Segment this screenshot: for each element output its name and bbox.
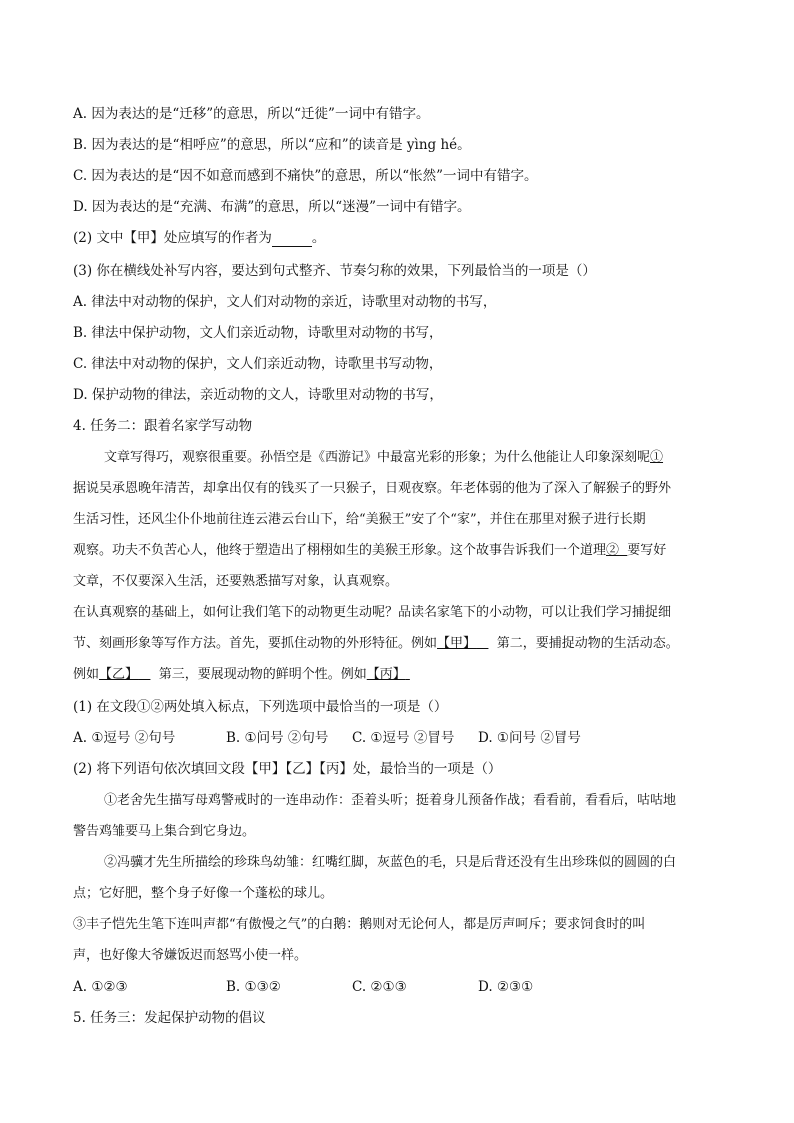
blank-gap xyxy=(138,667,150,682)
sentence-2-line2: 点；它好肥，整个身子好像一个蓬松的球儿。 xyxy=(73,886,334,901)
sentence-1-line1: ①老舍先生描写母鸡警戒时的一连串动作：歪着头听；挺着身儿预备作战；看看前，看看后，咕咕地 xyxy=(104,793,677,808)
task2-p1-line1 xyxy=(104,450,663,466)
q3-sub3-option-a: A. 律法中对动物的保护，文人们对动物的亲近，诗歌里对动物的书写， xyxy=(73,294,497,310)
p2-text: 第三，要展现动物的鲜明个性。例如 xyxy=(158,667,367,682)
blank-gap xyxy=(406,667,410,682)
option-a: A. ①逗号 ②句号 xyxy=(73,730,176,746)
sentence-1-line2: 警告鸡雏要马上集合到它身边。 xyxy=(73,824,256,839)
q3-sub2-end: 。 xyxy=(311,230,326,246)
option-d: D. ②③① xyxy=(478,979,534,995)
task2-q1-options xyxy=(73,730,581,746)
q3-option-c: C. 因为表达的是“因不如意而感到不痛快”的意思，所以“怅然”一词中有错字。 xyxy=(73,168,538,184)
task2-q2-options xyxy=(73,979,533,995)
task2-p1-line3: 生活习性，还风尘仆仆地前往连云港云台山下，给“美猴王”安了个“家”，并住在那里对猴子进行长期 xyxy=(73,512,646,527)
p1-text: 要写好 xyxy=(627,543,667,558)
p1-text: 观察。功夫不负苦心人，他终于塑造出了栩栩如生的美猴王形象。这个故事告诉我们一个道理 xyxy=(73,543,607,558)
blank-mark-2: ② xyxy=(606,543,620,558)
task2-p2-line2 xyxy=(73,636,679,652)
answer-blank xyxy=(272,230,312,247)
blank-mark-1: ① xyxy=(650,450,664,465)
q3-sub3-option-c: C. 律法中对动物的保护，文人们亲近动物，诗歌里书写动物， xyxy=(73,356,443,372)
task2-title: 4. 任务二：跟着名家学写动物 xyxy=(73,418,253,434)
option-c: C. ②①③ xyxy=(352,979,407,995)
q3-option-a: A. 因为表达的是“迁移”的意思，所以“迁徙”一词中有错字。 xyxy=(73,106,430,122)
task2-p2-line1: 在认真观察的基础上，如何让我们笔下的动物更生动呢？品读名家笔下的小动物，可以让我们学习捕捉细 xyxy=(73,605,672,620)
sentence-3-line1: ③丰子恺先生笔下连叫声都“有傲慢之气”的白鹅：鹅则对无论何人，都是厉声呵斥；要求饲食时的叫 xyxy=(73,917,646,932)
task2-p1-line5: 文章，不仅要深入生活，还要熟悉描写对象，认真观察。 xyxy=(73,574,399,589)
q3-sub2 xyxy=(73,230,325,247)
q3-sub3-option-d: D. 保护动物的律法，亲近动物的文人，诗歌里对动物的书写， xyxy=(73,387,443,403)
task2-p1-line4 xyxy=(73,543,666,559)
marker-jia: 【甲】 xyxy=(437,636,477,651)
task2-q2-stem: (2) 将下列语句依次填回文段【甲】【乙】【丙】处，最恰当的一项是（） xyxy=(73,761,502,777)
option-c: C. ①逗号 ②冒号 xyxy=(352,730,455,746)
task3-title: 5. 任务三：发起保护动物的倡议 xyxy=(73,1010,266,1026)
q3-sub3-option-b: B. 律法中保护动物，文人们亲近动物，诗歌里对动物的书写， xyxy=(73,325,443,341)
task2-p2-line3 xyxy=(73,667,410,683)
option-b: B. ①问号 ②句号 xyxy=(226,730,329,746)
marker-bing: 【丙】 xyxy=(366,667,406,682)
q3-option-d: D. 因为表达的是“充满、布满”的意思，所以“迷漫”一词中有错字。 xyxy=(73,199,471,215)
option-d: D. ①问号 ②冒号 xyxy=(478,730,581,746)
task2-q1-stem: (1) 在文段①②两处填入标点，下列选项中最恰当的一项是（） xyxy=(73,699,448,715)
option-a: A. ①②③ xyxy=(73,979,128,995)
p2-text: 例如 xyxy=(73,667,100,682)
p2-text: 节、刻画形象等写作方法。首先，要抓住动物的外形特征。例如 xyxy=(73,636,438,651)
p1-text: 文章写得巧，观察很重要。孙悟空是《西游记》中最富光彩的形象；为什么他能让人印象深刻呢 xyxy=(104,450,651,465)
q3-sub3-stem: (3) 你在横线处补写内容，要达到句式整齐、节奏匀称的效果，下列最恰当的一项是（） xyxy=(73,263,596,279)
marker-yi: 【乙】 xyxy=(99,667,139,682)
task2-p1-line2: 据说吴承恩晚年清苦，却拿出仅有的钱买了一只猴子，日观夜察。年老体弱的他为了深入了解猴子的野外 xyxy=(73,481,672,496)
option-b: B. ①③② xyxy=(226,979,281,995)
q3-sub2-text: (2) 文中【甲】处应填写的作者为 xyxy=(73,230,272,246)
blank-gap xyxy=(476,636,488,651)
sentence-2-line1: ②冯骥才先生所描绘的珍珠鸟幼雏：红嘴红脚，灰蓝色的毛，只是后背还没有生出珍珠似的圆圆的白 xyxy=(104,855,677,870)
sentence-3-line2: 声，也好像大爷嫌饭迟而怒骂小使一样。 xyxy=(73,948,308,963)
q3-option-b: B. 因为表达的是“相呼应”的意思，所以“应和”的读音是 yìng hé。 xyxy=(73,137,471,153)
p2-text: 第二，要捕捉动物的生活动态。 xyxy=(496,636,679,651)
